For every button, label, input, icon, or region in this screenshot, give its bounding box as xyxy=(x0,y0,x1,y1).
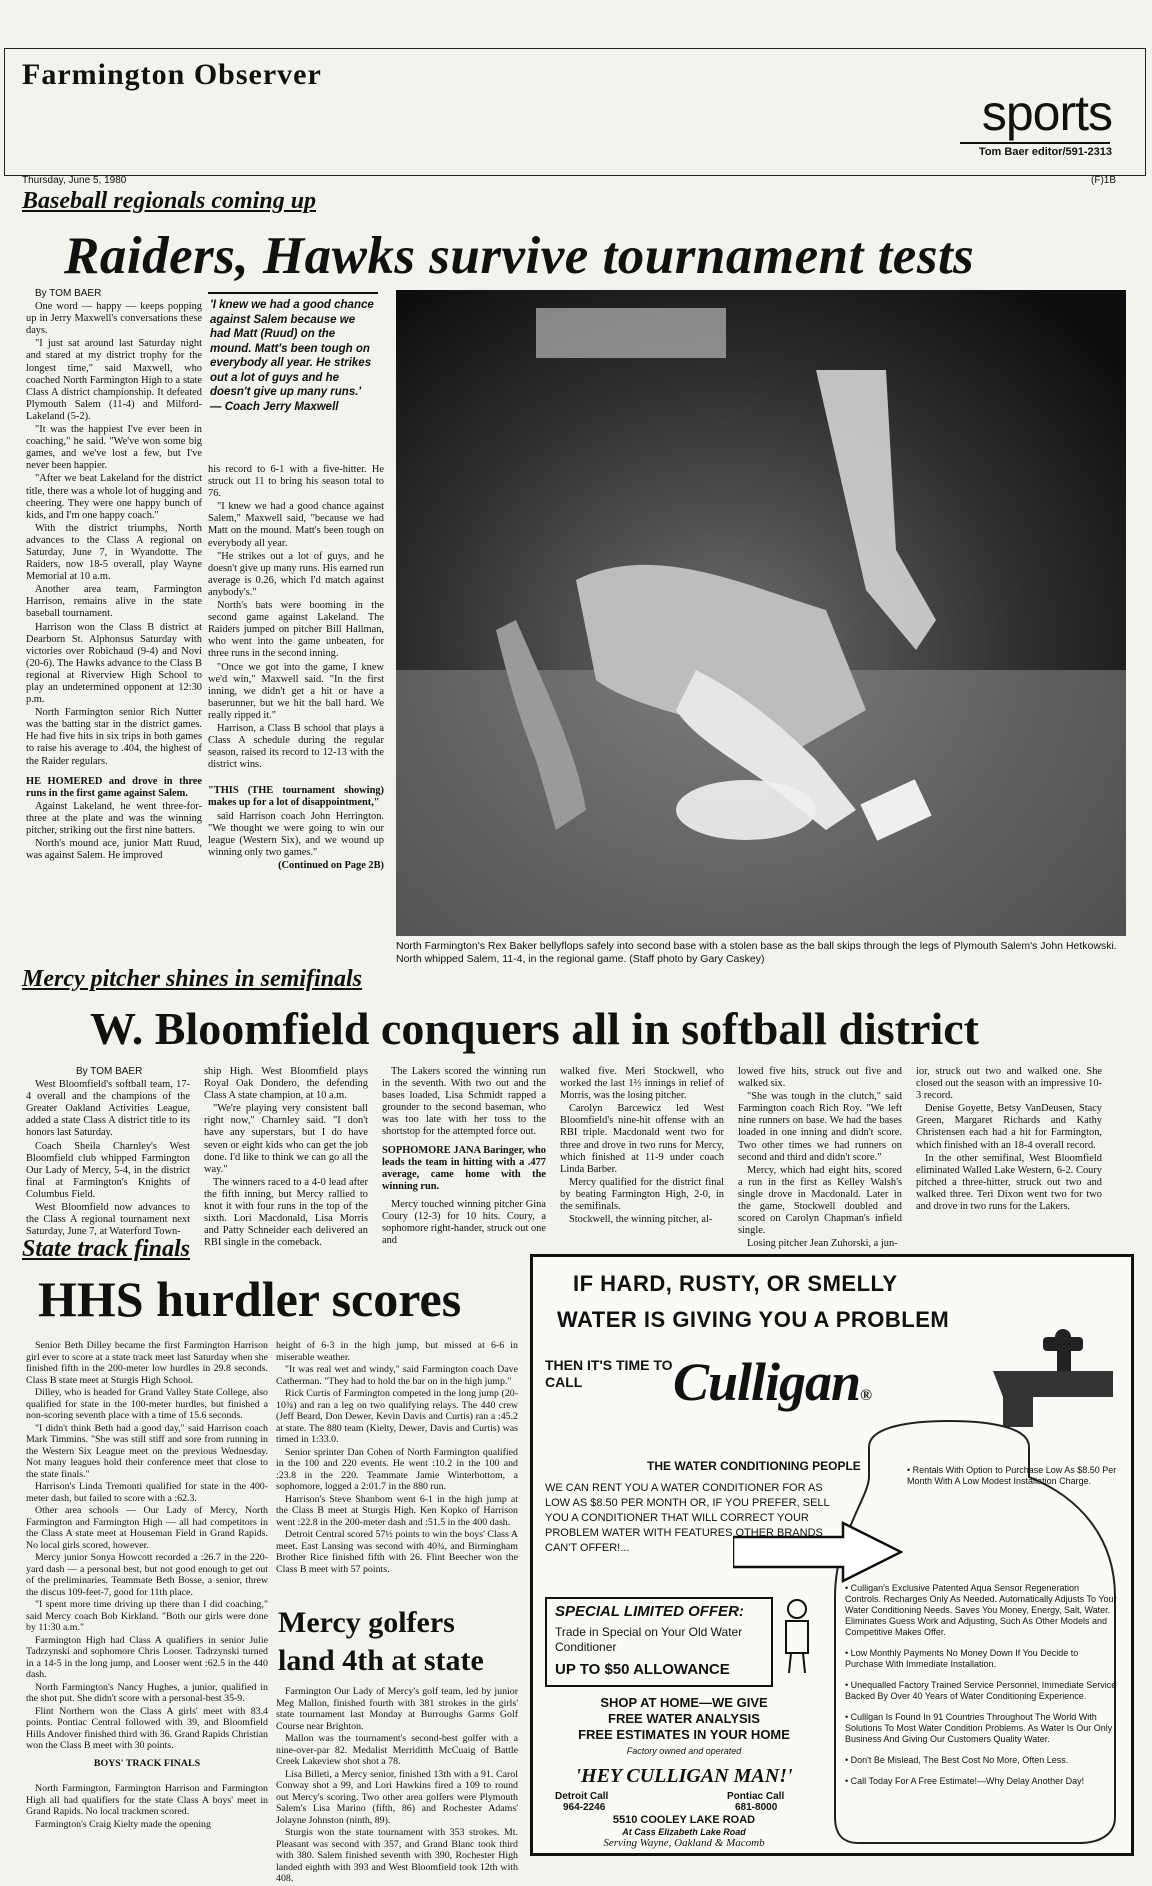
story4-column xyxy=(276,1686,518,1886)
story4-paragraph: Lisa Billeti, a Mercy senior, finished 13th with a 91. Carol Conway shot a 99, and Lori Hawkins fired a 109 to round out Mercy's scoring. Two other area golfers were Plymouth Salem's Lisa Marino (fifth, 86) and Rochester Adams' Jolayne Johnston (ninth, 89). xyxy=(276,1768,518,1826)
story4-paragraph: Farmington Our Lady of Mercy's golf team, led by junior Meg Mallon, finished fourth with 381 strokes in the girls' state tournament last Monday at Burroughs Garms Golf Course near Brighton. xyxy=(276,1686,518,1732)
issue-date: Thursday, June 5, 1980 xyxy=(22,175,127,186)
story4-paragraph: Mallon was the tournament's second-best golfer with a nine-over-par 82. Medalist Merriditth McCuaig of Battle Creek Lakeview shot shot a 78. xyxy=(276,1733,518,1767)
story4-headline: Mercy golfers land 4th at state xyxy=(278,1606,484,1677)
story3-paragraph: "I didn't think Beth had a good day," said Harrison coach Mark Timmins. "She was still stiff and sore from running in the Western Six League meet on the previous Wednesday. Not many leagues hold their conference meet that close to the state finals." xyxy=(26,1422,268,1480)
story1-paragraph: "Once we got into the game, I knew we'd win," Maxwell said. "In the first inning, we didn't get a hit or have a baserunner, but we hit the ball hard. We really ripped it." xyxy=(208,661,384,721)
registered-mark: ® xyxy=(860,1387,872,1404)
shop-at-home xyxy=(545,1695,823,1759)
baseball-photo xyxy=(396,290,1126,936)
story3-headline: HHS hurdler scores xyxy=(38,1271,462,1327)
shop-line-2: FREE WATER ANALYSIS xyxy=(608,1711,760,1726)
story1-paragraph: "I just sat around last Saturday night and stared at my district trophy for the longest time," said Maxwell, who coached North Farmington High to a state Class A district championship. It defeated Plymouth Salem (11-4) and Milford-Lakeland (5-2). xyxy=(26,338,202,422)
story3-paragraph: Mercy junior Sonya Howcott recorded a :26.7 in the 220-yard dash — a personal best, but not good enough to get out of the preliminaries. Teammate Beth Bosse, a senior, threw the discus 109-feet-7, good for 11th place. xyxy=(26,1552,268,1598)
hey-culligan-man: 'HEY CULLIGAN MAN!' xyxy=(575,1765,793,1787)
editor-line: Tom Baer editor/591-2313 xyxy=(978,146,1112,158)
photo-caption xyxy=(396,940,1126,966)
story3-subhead: BOYS' TRACK FINALS xyxy=(93,1757,201,1769)
ad-offer: WE CAN RENT YOU A WATER CONDITIONER FOR AS LOW AS $8.50 PER MONTH OR, IF YOU PREFER, SELL YOU A CONDITIONER THAT WILL CORRECT YOUR PROBLEM WATER WITH FEATURES OTHER BRANDS CAN'T OFFER!... xyxy=(545,1482,830,1554)
story3-paragraph: Detroit Central scored 57½ points to win the boys' Class A meet. East Lansing was second with 40¾, and Birmingham Brother Rice finished fifth with 26. Flint Beecher won the Class B meet with 57 points. xyxy=(276,1529,518,1575)
ad-bullet-text: Rentals With Option to Purchase Low As $8.50 Per Month With A Low Modest Installation Charge. xyxy=(907,1465,1117,1486)
pull-quote-rule-top xyxy=(208,292,378,294)
story1-column-1 xyxy=(26,288,202,863)
story1-headline: Raiders, Hawks survive tournament tests xyxy=(64,227,975,285)
ad-bullet-list xyxy=(907,1465,1117,1497)
story1-paragraph: Harrison won the Class B district at Dearborn St. Alphonsus Saturday with victories over Robichaud (9-4) and Novi (20-6). The Hawks advance to the Class B regional at Riverview High School to play an undetermined opponent at 12:30 p.m. xyxy=(26,621,202,706)
photo-caption-b: game. (Staff photo by Gary Caskey) xyxy=(597,953,765,965)
special-offer-box xyxy=(545,1597,773,1687)
story2-column-6 xyxy=(916,1066,1102,1214)
story2-kicker: Mercy pitcher shines in semifinals xyxy=(22,966,363,992)
story3-paragraph: Other area schools — Our Lady of Mercy, North Farmington and Farmington High — all had competitors in the Class A state meet at Houseman Field in Grand Rapids. No local girls scored, however. xyxy=(26,1505,268,1551)
ad-tagline: THE WATER CONDITIONING PEOPLE xyxy=(647,1459,861,1473)
story1-paragraph: Harrison, a Class B school that plays a Class A schedule during the regular season, raised its record to 12-13 with the district wins. xyxy=(208,722,384,771)
story1-paragraph: "It was the happiest I've ever been in coaching," he said. "We've won some big games, and we've lost a few, but I've never been happier. xyxy=(26,424,202,472)
culligan-logo xyxy=(673,1351,871,1413)
story1-paragraph: "After we beat Lakeland for the district title, there was a whole lot of hugging and cheering. They were one happy bunch of kids, and I'm one happy coach." xyxy=(26,473,202,521)
shop-line-1: SHOP AT HOME—WE GIVE xyxy=(600,1695,768,1710)
ad-bullet: • Culligan's Exclusive Patented Aqua Sensor Regeneration Controls. Recharges Only As Needed. Automatically Adjusts To Your Water Conditioning Needs. Saves You Money, Energy, Salt, Water. Eliminates Guess Work and Adjusting, Such As Other Models and Competitive Makes Offer. xyxy=(845,1583,1117,1637)
address-line-1: 5510 COOLEY LAKE ROAD xyxy=(612,1814,756,1826)
pull-quote-text: 'I knew we had a good chance against Salem because we had Matt (Ruud) on the mound. Matt's been tough on everybody all year. He strikes out a lot of guys and he doesn't give up many runs.' xyxy=(210,299,374,398)
ad-serving: Serving Wayne, Oakland & Macomb xyxy=(603,1837,765,1849)
story2-column-5 xyxy=(738,1066,902,1251)
story2-paragraph: The Lakers scored the winning run in the seventh. With two out and the bases loaded, Lisa Schmidt rapped a grounder to the second baseman, who was too late with her toss to the shortstop for the attempted force out. xyxy=(382,1066,546,1138)
section-title: sports xyxy=(981,85,1112,141)
pontiac-call xyxy=(727,1791,784,1813)
story2-paragraph: Mercy qualified for the district final by beating Farmington High, 2-0, in the semifinals. xyxy=(560,1176,724,1213)
story2-paragraph: "She was tough in the clutch," said Farmington coach Rich Roy. "We left nine runners on base. We had the bases loaded in one inning and didn't score. Two other times we had runners on second and third and didn't score." xyxy=(738,1091,902,1163)
special-offer-title: SPECIAL LIMITED OFFER: xyxy=(555,1603,744,1620)
story1-paragraph: North's mound ace, junior Matt Ruud, was against Salem. He improved xyxy=(26,838,202,862)
story1-paragraph: North Farmington senior Rich Nutter was the batting star in the district games. He had five hits in six trips in both games to raise his average to .404, the highest of the Raider regulars. xyxy=(26,707,202,767)
culligan-logo-text: Culligan xyxy=(673,1352,861,1412)
factory-owned: Factory owned and operated xyxy=(626,1746,742,1756)
story1-paragraph: his record to 6-1 with a five-hitter. He struck out 11 to bring his season total to 76. xyxy=(208,464,384,500)
ad-bullet: • Call Today For A Free Estimate!—Why Delay Another Day! xyxy=(845,1776,1085,1786)
story1-column-2 xyxy=(208,464,384,873)
ad-bullet-text: Culligan Is Found In 91 Countries Throughout The World With Solutions To Most Water Condition Problems. As Water Is Our Only Business And Giving Our Customers Quality Water. xyxy=(845,1712,1113,1744)
story2-paragraph: walked five. Meri Stockwell, who worked the last 1⅔ innings in relief of Morris, was the losing pitcher. xyxy=(560,1066,724,1102)
story1-paragraph: "He strikes out a lot of guys, and he doesn't give up many runs. His earned run average is 0.26, which I'd match against anybody's." xyxy=(208,550,384,598)
story3-paragraph: Rick Curtis of Farmington competed in the long jump (20-10¾) and ran a leg on two qualifying relays. The 440 crew (Jeff Beard, Don Dewer, Kevin Davis and Curtis) ran a :45.2 at state. The 880 team (Kielty, Dewer, Davis and Curtis) was timed in 1:33.0. xyxy=(276,1388,518,1445)
ad-headline-2: WATER IS GIVING YOU A PROBLEM xyxy=(557,1307,950,1332)
story3-paragraph: Flint Northern won the Class A girls' meet with 83.4 points. Pontiac Central followed with 39, and Bloomfield Hills Andover finished third with 36. Grand Rapids Christian won the Class B meet with 30 points. xyxy=(26,1705,268,1751)
story1-subhead: "THIS (THE tournament showing) makes up for a lot of disappointment," xyxy=(208,785,384,809)
ad-bullet: • Unequalled Factory Trained Service Personnel, Immediate Service Backed By Over 40 Years of Water Conditioning Experience. xyxy=(845,1680,1117,1701)
pull-quote xyxy=(210,298,378,414)
allowance: UP TO $50 ALLOWANCE xyxy=(555,1661,730,1678)
story2-paragraph: Mercy touched winning pitcher Gina Coury (12-3) for 10 hits. Coury, a sophomore right-hander, struck out one and xyxy=(382,1198,546,1247)
story2-paragraph: "We're playing very consistent ball right now," Charnley said. "I don't have any superstars, but I do have seven or eight kids who can get the job done. I'd like to think we can go all the way." xyxy=(204,1103,368,1175)
ad-bullet-list-lower xyxy=(845,1583,1117,1797)
arrow-icon xyxy=(733,1521,903,1583)
story3-paragraph: Farmington's Craig Kielty made the opening xyxy=(35,1818,211,1830)
story3-column-1 xyxy=(26,1340,268,1831)
story2-paragraph: Denise Goyette, Betsy VanDeusen, Stacy Green, Margaret Richards and Kathy Christensen each had a hit for Farmington, which finished with an 18-4 overall record. xyxy=(916,1103,1102,1151)
story2-byline: By TOM BAER xyxy=(76,1066,143,1077)
story2-paragraph: In the other semifinal, West Bloomfield eliminated Walled Lake Western, 6-2. Coury pitched a three-hitter, struck out two and walked three. Teri Dixon went two for two and drove in two runs for the Lakers. xyxy=(916,1152,1102,1213)
story2-column-1 xyxy=(26,1066,190,1239)
special-offer-body: Trade in Special on Your Old Water Conditioner xyxy=(555,1625,743,1654)
story2-paragraph: Stockwell, the winning pitcher, al- xyxy=(569,1214,713,1226)
page-number: (F)1B xyxy=(1091,175,1116,186)
story4-paragraph: Sturgis won the state tournament with 353 strokes. Mt. Pleasant was second with 357, and Grand Blanc took third with 380. Salem finished seventh with 390, Rochester High landed eighth with 393 and West Bloomfield took 12th with 408. xyxy=(276,1827,518,1884)
address-line-2: At Cass Elizabeth Lake Road xyxy=(622,1827,746,1837)
story3-paragraph: "It was real wet and windy," said Farmington coach Dave Catherman. "They had to hold the bar on in the high jump." xyxy=(276,1364,518,1387)
story2-paragraph: ior, struck out two and walked one. She closed out the season with an impressive 10-3 record. xyxy=(916,1066,1102,1102)
baseball-photo-art xyxy=(396,290,1126,936)
culligan-ad xyxy=(530,1254,1134,1856)
ad-bullet: • Low Monthly Payments No Money Down If You Decide to Purchase With Immediate Installation. xyxy=(845,1648,1079,1669)
story1-paragraph: "I knew we had a good chance against Salem," Maxwell said, "because we had Matt on the mound. Matt's been tough on everybody all year. xyxy=(208,501,384,549)
culligan-man-icon xyxy=(777,1597,817,1677)
ad-bullet-text: Low Monthly Payments No Money Down If You Decide to Purchase With Immediate Installation. xyxy=(845,1648,1079,1669)
story3-kicker: State track finals xyxy=(22,1236,191,1262)
detroit-call-label: Detroit Call xyxy=(555,1791,609,1802)
ad-bullet: • Don't Be Mislead, The Best Cost No More, Often Less. xyxy=(845,1755,1069,1765)
story3-column-2 xyxy=(276,1340,518,1576)
story1-byline: By TOM BAER xyxy=(35,288,102,299)
shop-line-3: FREE ESTIMATES IN YOUR HOME xyxy=(578,1727,790,1742)
story2-paragraph: Losing pitcher Jean Zuhorski, a jun- xyxy=(747,1238,898,1250)
story1-subhead: HE HOMERED and drove in three runs in the first game against Salem. xyxy=(26,775,202,799)
story2-paragraph: lowed five hits, struck out five and walked six. xyxy=(738,1066,902,1090)
ad-bullet-text: Call Today For A Free Estimate!—Why Delay Another Day! xyxy=(850,1776,1085,1786)
story1-paragraph: North's bats were booming in the second game against Lakeland. The Raiders jumped on pitcher Bill Hallman, who went into the game unbeaten, for three runs in the second inning. xyxy=(208,600,384,660)
story3-paragraph: North Farmington, Farmington Harrison and Farmington High all had qualifiers for the state Class A boys' meet in Grand Rapids. No local trackmen scored. xyxy=(26,1783,268,1817)
story2-column-2 xyxy=(204,1066,368,1250)
story3-paragraph: North Farmington's Nancy Hughes, a junior, qualified in the shot put. She didn't score with a personal-best 35-9. xyxy=(26,1681,268,1704)
story1-paragraph: With the district triumphs, North advances to the Class A regional on Saturday, June 7, in Wyandotte. The Raiders, now 18-5 overall, play Wayne Memorial at 10 a.m. xyxy=(26,522,202,583)
story3-paragraph: Senior Beth Dilley became the first Farmington Harrison girl ever to score at a state track meet last Saturday when she finished fifth in the 200-meter low hurdles in 29.8 seconds. Class B state meet at Sturgis High School. xyxy=(26,1340,268,1386)
pontiac-call-label: Pontiac Call xyxy=(727,1791,785,1802)
story3-paragraph: Harrison's Steve Shanbom went 6-1 in the high jump at the Class B meet at Sturgis High. Ken Kopko of Harrison went :22.8 in the 200-meter dash and :51.5 in the 400 dash. xyxy=(276,1493,518,1528)
ad-bullet-text: Unequalled Factory Trained Service Personnel, Immediate Service Backed By Over 40 Years of Water Conditioning Experience. xyxy=(845,1680,1117,1701)
story2-paragraph: Mercy, which had eight hits, scored a run in the first as Kelley Walsh's single drove in Macdonald. Later in the game, Stockwell doubled and scored on Carolyn Chapman's infield single. xyxy=(738,1164,902,1237)
ad-address xyxy=(545,1814,823,1838)
story2-paragraph: ship High. West Bloomfield plays Royal Oak Dondero, the defending Class A state champion, at 10 a.m. xyxy=(204,1066,368,1102)
story2-paragraph: Carolyn Barcewicz led West Bloomfield's nine-hit offense with an RBI triple. Macdonald went two for three and drove in two runs for Mercy, which finished at 11-9 under coach Linda Barber. xyxy=(560,1103,724,1175)
story2-column-4 xyxy=(560,1066,724,1227)
ad-bullet: • Rentals With Option to Purchase Low As $8.50 Per Month With A Low Modest Installation Charge. xyxy=(907,1465,1117,1486)
story3-paragraph: Senior sprinter Dan Cohen of North Farmington qualified in the 100 and 220 events. He went :10.2 in the 100 and :23.8 in the 220. Teammate Jamie Winterbottom, a sophomore, logged a 2:01.7 in the 880 run. xyxy=(276,1446,518,1492)
story1-paragraph: Another area team, Farmington Harrison, remains alive in the state baseball tournament. xyxy=(26,584,202,620)
ad-bullet-text: Don't Be Mislead, The Best Cost No More, Often Less. xyxy=(850,1755,1069,1765)
story3-paragraph: Dilley, who is headed for Grand Valley State College, also qualified for state in the 100-meter hurdles, but finished a non-scoring seventh place with a time of 15.6 seconds. xyxy=(26,1387,268,1421)
story1-kicker: Baseball regionals coming up xyxy=(22,188,317,214)
paper-name: Farmington Observer xyxy=(22,58,322,91)
detroit-phone: 964-2246 xyxy=(563,1802,606,1813)
ad-bullet: • Culligan Is Found In 91 Countries Throughout The World With Solutions To Most Water Condition Problems. As Water Is Our Only Business And Giving Our Customers Quality Water. xyxy=(845,1712,1113,1744)
ad-bullet-text: Culligan's Exclusive Patented Aqua Sensor Regeneration Controls. Recharges Only As Needed. Automatically Adjusts To Your Water Conditioning Needs. Saves You Money, Energy, Salt, Water. Eliminates Guess Work and Adjusting, Such As Other Models and Competitive Makes Offer. xyxy=(845,1583,1117,1637)
story1-paragraph: Against Lakeland, he went three-for-three at the plate and was the winning pitcher, striking out the first nine batters. xyxy=(26,800,202,837)
pontiac-phone: 681-8000 xyxy=(735,1802,778,1813)
pull-quote-attribution: — Coach Jerry Maxwell xyxy=(210,400,339,413)
story2-subhead: SOPHOMORE JANA Baringer, who leads the team in hitting with a .477 average, came home with the winning run. xyxy=(382,1144,546,1192)
story2-paragraph: West Bloomfield's softball team, 17-4 overall and the champions of the Greater Oakland Activities League, added a state Class A district title to its honors last Saturday. xyxy=(26,1079,190,1139)
story3-paragraph: height of 6-3 in the high jump, but missed at 6-6 in miserable weather. xyxy=(276,1340,518,1363)
story2-paragraph: The winners raced to a 4-0 lead after the fifth inning, but Mercy rallied to knot it with four runs in the top of the sixth. Lori Macdonald, Lisa Morris and Patty Schneider each delivered an RBI single in the comeback. xyxy=(204,1176,368,1249)
story2-paragraph: Coach Sheila Charnley's West Bloomfield club whipped Farmington Our Lady of Mercy, 5-4, in the district final at Farmington's Knights of Columbus Field. xyxy=(26,1140,190,1200)
continued-line: (Continued on Page 2B) xyxy=(278,859,384,871)
ad-headline-1: IF HARD, RUSTY, OR SMELLY xyxy=(573,1271,898,1296)
story3-paragraph: Harrison's Linda Tremonti qualified for state in the 400-meter dash, but failed to score with a :62.3. xyxy=(26,1481,268,1504)
story1-paragraph: One word — happy — keeps popping up in Jerry Maxwell's conversations these days. xyxy=(26,301,202,337)
story2-column-3 xyxy=(382,1066,546,1248)
story1-paragraph: said Harrison coach John Herrington. "We thought we were going to win our league (Western Six), and we wound up winning only two games." xyxy=(208,810,384,858)
story2-headline: W. Bloomfield conquers all in softball district xyxy=(90,1003,979,1054)
story3-paragraph: "I spent more time driving up there than I did coaching," said Mercy coach Bob Kirkland. "Both our girls were done by 11:30 a.m." xyxy=(26,1599,268,1633)
story2-paragraph: West Bloomfield now advances to the Class A regional tournament next Saturday, June 7, at Waterford Town- xyxy=(26,1202,190,1238)
ad-then: THEN IT'S TIME TO CALL xyxy=(545,1357,673,1390)
section-rule xyxy=(960,142,1110,144)
detroit-call xyxy=(555,1791,608,1813)
story3-paragraph: Farmington High had Class A qualifiers in senior Julie Tadrzynski and sophomore Chris Looser. Tadrzynski turned in a 14-5 in the long jump, and Looser went :62.5 in the 440 dash. xyxy=(26,1634,268,1680)
photo-caption-a: North Farmington's Rex Baker bellyflops safely into second base with a stolen base as the ball skips through the legs of Plymouth Salem's John Hetkowski. North whipped Salem, 11-4, in the regional xyxy=(396,940,1117,965)
